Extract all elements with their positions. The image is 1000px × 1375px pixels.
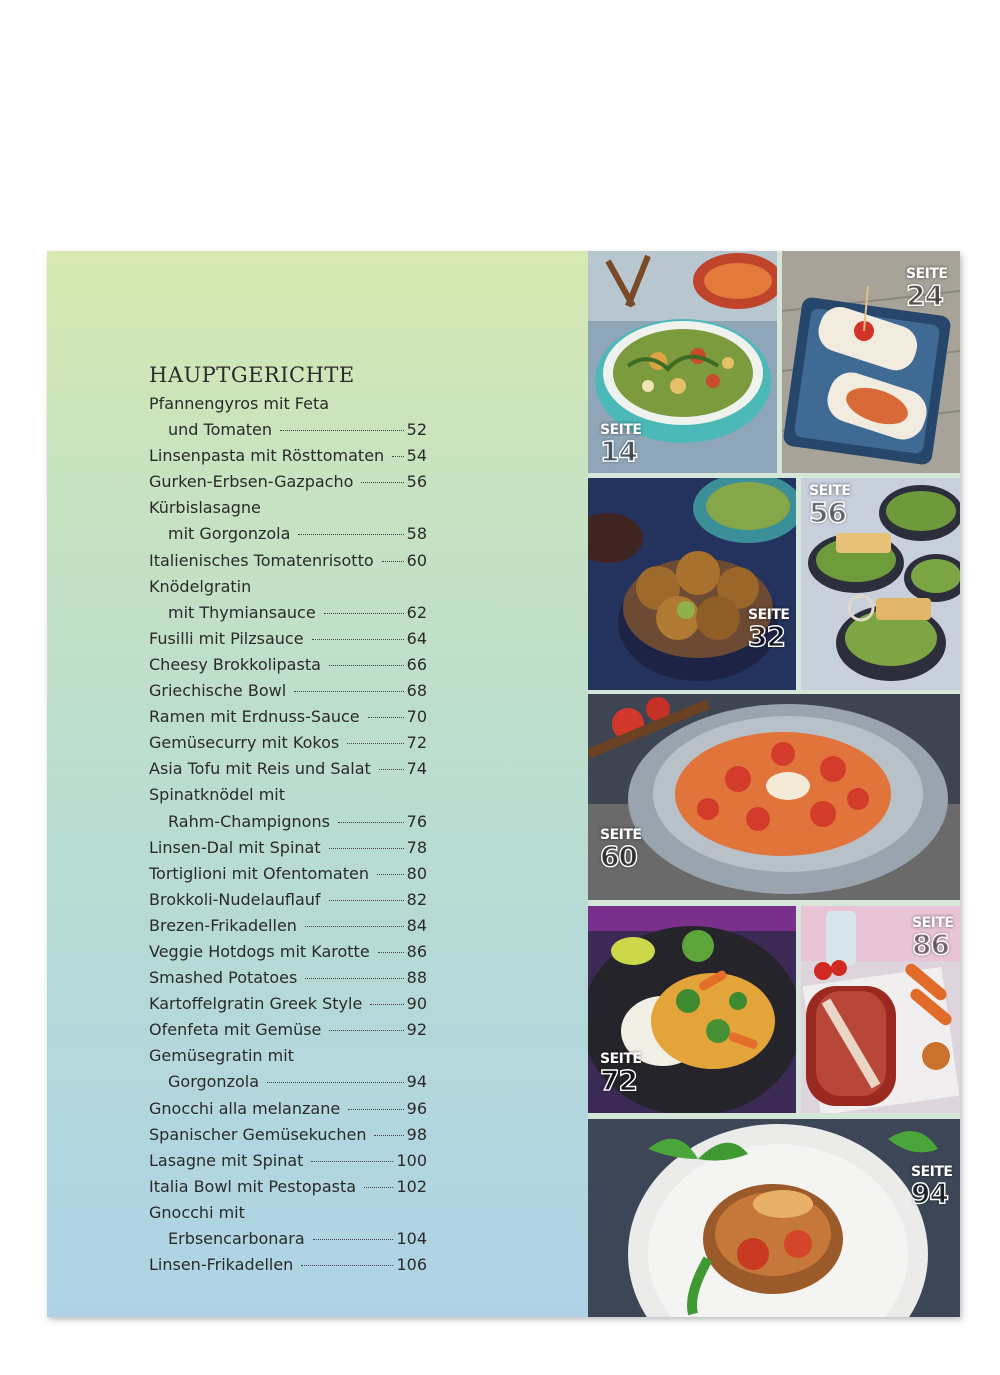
dot-leader xyxy=(382,561,404,562)
wrap-photo xyxy=(782,251,960,473)
dot-leader xyxy=(329,848,404,849)
dot-leader xyxy=(338,822,404,823)
dot-leader xyxy=(329,900,404,901)
toc-entry xyxy=(149,1122,427,1148)
toc-entry xyxy=(149,913,427,939)
toc-entry-title: Erbsencarbonara xyxy=(168,1229,305,1248)
toc-entry xyxy=(149,782,427,808)
toc-entry-title: Cheesy Brokkolipasta xyxy=(149,654,321,674)
dot-leader xyxy=(311,1161,393,1162)
toc-entry-title: Italia Bowl mit Pestopasta xyxy=(149,1176,357,1196)
dot-leader xyxy=(298,534,403,535)
toc-entry-title: Spanischer Gemüsekuchen xyxy=(149,1124,367,1144)
toc-entry xyxy=(149,469,427,495)
toc-entry xyxy=(149,939,427,965)
dot-leader xyxy=(364,1187,393,1188)
dot-leader xyxy=(347,743,403,744)
dot-leader xyxy=(324,613,404,614)
toc-entry xyxy=(149,1043,427,1069)
badge-page-number: 56 xyxy=(809,496,846,529)
toc-entry-title: Kürbislasagne xyxy=(149,498,261,518)
risotto-photo xyxy=(588,694,960,900)
dot-leader xyxy=(305,978,403,979)
toc-page-number: 72 xyxy=(406,733,427,753)
toc-entry-title: Smashed Potatoes xyxy=(149,968,298,988)
toc-entry-title: mit Gorgonzola xyxy=(168,524,291,544)
toc-entry xyxy=(149,1017,427,1043)
toc-entry xyxy=(149,626,427,652)
toc-page-number: 104 xyxy=(396,1229,427,1248)
toc-entry-title: Pfannengyros mit Feta xyxy=(149,394,330,413)
toc-entry xyxy=(149,887,427,913)
toc-page-number: 100 xyxy=(396,1150,427,1170)
toc-entry xyxy=(149,1069,427,1095)
toc-entry xyxy=(149,1226,427,1252)
toc-entry-title: Linsen-Frikadellen xyxy=(149,1255,294,1275)
dot-leader xyxy=(267,1082,404,1083)
toc-panel xyxy=(47,251,588,1317)
toc-entry-title: Gemüsegratin mit xyxy=(149,1046,294,1066)
photo-collage xyxy=(588,251,960,1317)
toc-entry-title: Gemüsecurry mit Kokos xyxy=(149,733,340,753)
page-badge xyxy=(911,1165,952,1208)
page-badge xyxy=(600,1052,641,1095)
toc-page-number: 84 xyxy=(406,915,427,935)
dot-leader xyxy=(294,691,403,692)
page-badge xyxy=(600,423,641,466)
toc-entry-title: Fusilli mit Pilzsauce xyxy=(149,628,304,648)
toc-page-number: 64 xyxy=(406,628,427,648)
toc-entry-title: und Tomaten xyxy=(168,420,273,440)
dot-leader xyxy=(301,1265,393,1266)
toc-page-number: 54 xyxy=(406,446,427,466)
toc-page-number: 62 xyxy=(406,602,427,622)
toc-page-number: 98 xyxy=(406,1124,427,1144)
badge-page-number: 14 xyxy=(600,435,637,468)
dot-leader xyxy=(378,952,404,953)
dot-leader xyxy=(370,1004,403,1005)
toc-entry-title: Asia Tofu mit Reis und Salat xyxy=(149,759,371,779)
section-heading: HAUPTGERICHTE xyxy=(149,363,355,387)
toc-entry-title: Gurken-Erbsen-Gazpacho xyxy=(149,472,354,492)
badge-label: SEITE xyxy=(911,1164,953,1180)
badge-page-number: 32 xyxy=(748,620,785,653)
toc-page-number: 80 xyxy=(406,863,427,883)
toc-entry xyxy=(149,574,427,600)
dot-leader xyxy=(312,639,404,640)
toc-entry xyxy=(149,495,427,521)
toc-entry-title: mit Thymiansauce xyxy=(168,602,316,622)
dot-leader xyxy=(305,926,404,927)
falafel-photo xyxy=(588,478,796,690)
badge-page-number: 24 xyxy=(906,279,943,312)
badge-page-number: 86 xyxy=(912,928,949,961)
page-badge xyxy=(906,267,947,310)
toc-page-number: 86 xyxy=(406,941,427,961)
dot-leader xyxy=(313,1239,394,1240)
toc-entry-title: Knödelgratin xyxy=(149,576,252,596)
toc-entry xyxy=(149,965,427,991)
toc-entry-title: Italienisches Tomatenrisotto xyxy=(149,550,374,570)
badge-page-number: 72 xyxy=(600,1064,637,1097)
toc-entry-title: Spinatknödel mit xyxy=(149,785,286,805)
hotdog-photo xyxy=(801,906,960,1113)
toc-entry xyxy=(149,1252,427,1278)
dot-leader xyxy=(377,874,404,875)
gazpacho-photo xyxy=(801,478,960,690)
toc-entry xyxy=(149,391,427,417)
toc-entry xyxy=(149,835,427,861)
toc-entry xyxy=(149,548,427,574)
toc-page-number: 66 xyxy=(406,654,427,674)
toc-entry xyxy=(149,443,427,469)
badge-label: SEITE xyxy=(600,1051,642,1067)
toc-entry xyxy=(149,809,427,835)
toc-page-number: 52 xyxy=(406,420,427,440)
table-of-contents xyxy=(149,391,427,1278)
toc-entry-title: Kartoffelgratin Greek Style xyxy=(149,994,363,1014)
toc-entry xyxy=(149,678,427,704)
gratin-photo xyxy=(588,1119,960,1317)
toc-page-number: 58 xyxy=(406,524,427,544)
toc-page-number: 78 xyxy=(406,837,427,857)
toc-entry xyxy=(149,417,427,443)
toc-page-number: 106 xyxy=(396,1255,427,1275)
toc-page-number: 60 xyxy=(406,550,427,570)
badge-page-number: 60 xyxy=(600,840,637,873)
toc-page-number: 82 xyxy=(406,889,427,909)
toc-entry xyxy=(149,756,427,782)
toc-entry xyxy=(149,652,427,678)
toc-page-number: 56 xyxy=(406,472,427,492)
badge-label: SEITE xyxy=(906,266,948,282)
toc-entry xyxy=(149,1200,427,1226)
dot-leader xyxy=(361,482,403,483)
toc-entry-title: Rahm-Champignons xyxy=(168,811,330,831)
toc-entry-title: Gnocchi mit xyxy=(149,1202,245,1222)
toc-page-number: 94 xyxy=(406,1072,427,1092)
toc-page-number: 102 xyxy=(396,1176,427,1196)
toc-entry xyxy=(149,1096,427,1122)
page-badge xyxy=(748,608,789,651)
toc-entry-title: Brezen-Frikadellen xyxy=(149,915,297,935)
toc-entry xyxy=(149,1148,427,1174)
toc-entry-title: Griechische Bowl xyxy=(149,681,287,701)
toc-entry-title: Veggie Hotdogs mit Karotte xyxy=(149,941,370,961)
toc-entry xyxy=(149,991,427,1017)
page-badge xyxy=(600,828,641,871)
toc-entry-title: Ofenfeta mit Gemüse xyxy=(149,1020,322,1040)
dot-leader xyxy=(392,456,403,457)
badge-label: SEITE xyxy=(600,422,642,438)
toc-entry-title: Brokkoli-Nudelauflauf xyxy=(149,889,321,909)
toc-entry xyxy=(149,704,427,730)
toc-page-number: 76 xyxy=(406,811,427,831)
toc-page-number: 92 xyxy=(406,1020,427,1040)
dot-leader xyxy=(329,1030,403,1031)
badge-page-number: 94 xyxy=(911,1177,948,1210)
toc-page-number: 88 xyxy=(406,968,427,988)
page-badge xyxy=(809,484,850,527)
badge-label: SEITE xyxy=(809,483,851,499)
dot-leader xyxy=(374,1135,403,1136)
dot-leader xyxy=(368,717,404,718)
dot-leader xyxy=(348,1109,403,1110)
badge-label: SEITE xyxy=(600,827,642,843)
toc-entry xyxy=(149,730,427,756)
page-badge xyxy=(912,916,953,959)
salad-bowl-photo xyxy=(588,251,777,473)
toc-entry-title: Linsenpasta mit Rösttomaten xyxy=(149,446,385,466)
toc-entry-title: Linsen-Dal mit Spinat xyxy=(149,837,321,857)
book-spread xyxy=(47,251,960,1317)
badge-label: SEITE xyxy=(912,915,954,931)
dot-leader xyxy=(329,665,404,666)
toc-page-number: 74 xyxy=(406,759,427,779)
toc-entry xyxy=(149,861,427,887)
toc-page-number: 96 xyxy=(406,1098,427,1118)
dot-leader xyxy=(280,430,404,431)
toc-entry-title: Ramen mit Erdnuss-Sauce xyxy=(149,707,360,727)
toc-page-number: 68 xyxy=(406,681,427,701)
toc-entry-title: Gnocchi alla melanzane xyxy=(149,1098,341,1118)
dot-leader xyxy=(379,769,404,770)
toc-page-number: 70 xyxy=(406,707,427,727)
toc-entry xyxy=(149,521,427,547)
toc-entry-title: Gorgonzola xyxy=(168,1072,260,1092)
toc-entry-title: Tortiglioni mit Ofentomaten xyxy=(149,863,369,883)
toc-entry-title: Lasagne mit Spinat xyxy=(149,1150,304,1170)
toc-entry xyxy=(149,600,427,626)
toc-entry xyxy=(149,1174,427,1200)
curry-photo xyxy=(588,906,796,1113)
badge-label: SEITE xyxy=(748,607,790,623)
toc-page-number: 90 xyxy=(406,994,427,1014)
